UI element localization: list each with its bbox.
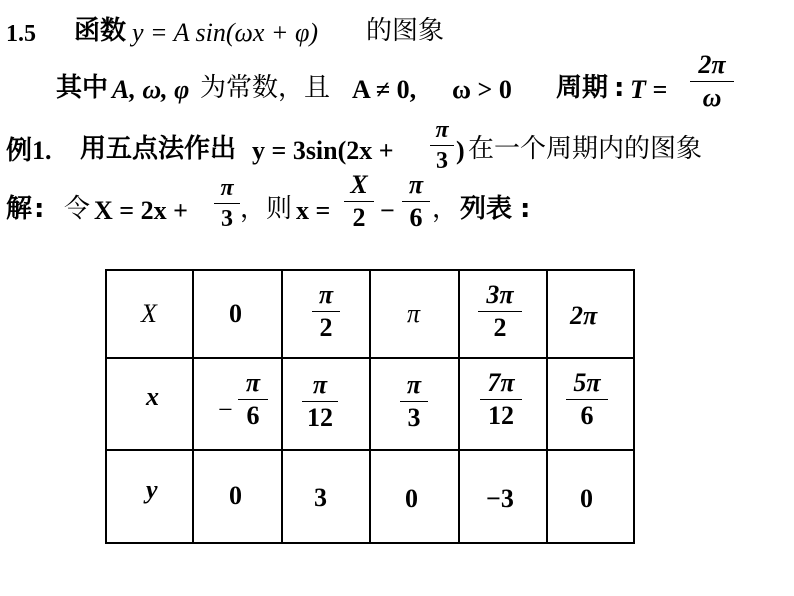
solution-minus: − [380, 196, 395, 225]
solution-label: 解 [6, 194, 33, 224]
cell-x-0-num: π [245, 368, 261, 397]
table-col-divider [369, 269, 371, 544]
solution-colon: : [34, 194, 45, 224]
cell-X-0: 0 [229, 299, 242, 328]
solution-X-frac-den: 3 [221, 206, 233, 232]
example-fraction [430, 118, 454, 173]
table-col-divider [192, 269, 194, 544]
heading-formula [132, 20, 318, 46]
solution-ling: 令 [64, 194, 91, 224]
cell-X-1 [312, 282, 340, 341]
cell-x-0-den: 6 [246, 401, 260, 430]
cell-x-4-num: 5π [573, 368, 601, 397]
fraction-bar [480, 399, 522, 400]
fraction-bar [478, 311, 522, 312]
cell-y-3: −3 [486, 484, 514, 513]
solution-X-frac-num: π [220, 175, 234, 201]
heading-suffix: 的图象 [366, 16, 445, 46]
example-text: 用五点法作出 [80, 134, 237, 164]
cell-X-1-den: 2 [319, 313, 333, 342]
cell-X-3 [478, 282, 522, 341]
solution-x-frac2-num: π [408, 170, 424, 199]
row-header-x: x [146, 382, 159, 411]
example-formula: y = 3sin(2x + [252, 136, 394, 165]
fraction-bar [214, 203, 240, 204]
period-colon: : [614, 73, 625, 103]
cell-x-2 [400, 372, 428, 431]
period-T-eq: T = [630, 75, 668, 104]
table-col-divider [546, 269, 548, 544]
solution-list: 列表 [460, 194, 513, 224]
example-label: 例1. [6, 136, 52, 165]
cell-y-4: 0 [580, 484, 593, 513]
fraction-bar [302, 401, 338, 402]
cell-X-1-num: π [318, 280, 334, 309]
solution-colon2: : [520, 194, 531, 224]
cell-x-1-den: 12 [307, 403, 333, 432]
cell-x-2-den: 3 [407, 403, 421, 432]
fraction-bar [400, 401, 428, 402]
solution-x-frac2-den: 6 [409, 203, 423, 232]
table-border-left [105, 269, 107, 544]
cell-y-0: 0 [229, 481, 242, 510]
fraction-bar [690, 81, 734, 82]
solution-x-frac1-den: 2 [352, 203, 366, 232]
line2-cond2: ω > 0 [452, 75, 512, 104]
cell-y-1: 3 [314, 483, 327, 512]
cell-x-4-den: 6 [580, 401, 594, 430]
period-frac-den: ω [702, 83, 722, 112]
solution-comma2: ， [432, 194, 459, 224]
example-frac-den: 3 [436, 148, 448, 174]
example-suffix: 在一个周期内的图象 [468, 134, 703, 164]
cell-x-3 [480, 370, 522, 429]
solution-x-frac1-num: X [350, 170, 368, 199]
period-fraction [690, 52, 734, 111]
cell-x-0-sign: − [218, 395, 233, 424]
line2-middle: 为常数，且 [200, 73, 331, 103]
solution-x-eq: x = [296, 196, 331, 225]
cell-X-3-num: 3π [486, 280, 514, 309]
cell-X-2: π [407, 299, 421, 328]
table-col-divider [281, 269, 283, 544]
solution-X-fraction [214, 176, 240, 231]
solution-comma1: ， [240, 194, 267, 224]
cell-x-4 [566, 370, 608, 429]
example-close-paren: ) [456, 136, 465, 165]
fraction-bar [430, 145, 454, 146]
solution-x-fraction1 [344, 172, 374, 231]
period-frac-num: 2π [698, 50, 726, 79]
line2-prefix: 其中 [56, 73, 109, 103]
cell-x-3-den: 12 [488, 401, 514, 430]
table-col-divider [458, 269, 460, 544]
cell-x-1-num: π [312, 370, 328, 399]
cell-x-0 [238, 370, 268, 429]
cell-x-2-num: π [406, 370, 422, 399]
solution-x-fraction2 [402, 172, 430, 231]
solution-X-eq: X = 2x + [94, 196, 188, 225]
row-header-X: X [141, 299, 157, 328]
table-border-right [633, 269, 635, 544]
period-label: 周期 [556, 73, 609, 103]
fraction-bar [312, 311, 340, 312]
fraction-bar [238, 399, 268, 400]
cell-y-2: 0 [405, 484, 418, 513]
heading-formula-text: y = A sin(ωx + φ) [132, 18, 319, 47]
cell-x-3-num: 7π [487, 368, 515, 397]
example-frac-num: π [435, 117, 449, 143]
section-number: 1.5 [6, 21, 36, 47]
fraction-bar [566, 399, 608, 400]
cell-x-1 [302, 372, 338, 431]
fraction-bar [344, 201, 374, 202]
solution-ze: 则 [266, 194, 293, 224]
section-title: 函数 [74, 16, 127, 46]
line2-vars: A, ω, φ [112, 75, 190, 104]
cell-X-4: 2π [570, 301, 598, 330]
fraction-bar [402, 201, 430, 202]
cell-X-3-den: 2 [493, 313, 507, 342]
line2-cond1: A ≠ 0, [352, 75, 417, 104]
row-header-y: y [146, 475, 158, 504]
